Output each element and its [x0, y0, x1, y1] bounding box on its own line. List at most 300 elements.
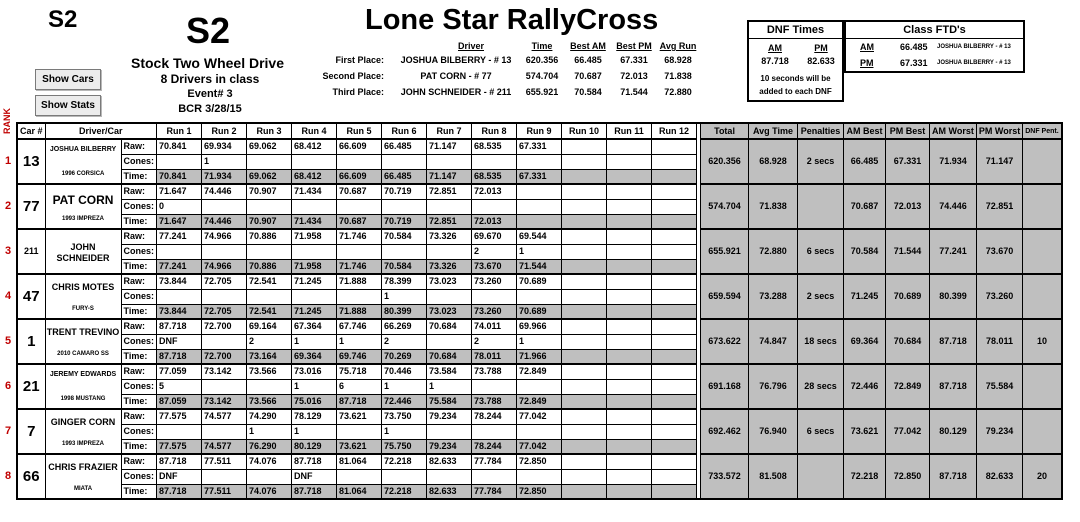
- stat-am-best: 73.621: [844, 409, 886, 454]
- time-run-6: 80.399: [382, 304, 427, 319]
- col-run-2: Run 2: [202, 123, 247, 139]
- cones-run-3: [247, 244, 292, 259]
- stat-total: 733.572: [701, 454, 749, 499]
- raw-run-4: 71.958: [292, 229, 337, 244]
- stat-pm-worst: 75.584: [976, 364, 1022, 409]
- driver-car-cell: [45, 319, 121, 364]
- time-run-3: 72.541: [247, 304, 292, 319]
- stat-pm-worst: 82.633: [976, 454, 1022, 499]
- ftd-pm-label: PM: [860, 58, 874, 68]
- time-run-1: 77.575: [157, 439, 202, 454]
- row-label-raw: Raw:: [121, 184, 157, 199]
- cones-run-8: [472, 289, 517, 304]
- table-row: [17, 274, 1062, 289]
- raw-run-2: 74.577: [202, 409, 247, 424]
- time-run-9: 70.689: [517, 304, 562, 319]
- raw-run-3: 70.886: [247, 229, 292, 244]
- cones-run-9: 1: [517, 334, 562, 349]
- row-label-cones: Cones:: [121, 244, 157, 259]
- cones-run-11: [607, 379, 652, 394]
- car-number: 47: [17, 274, 45, 319]
- row-label-time: Time:: [121, 304, 157, 319]
- ftd-pm-driver: JOSHUA BILBERRY - # 13: [937, 60, 1011, 66]
- cones-run-5: 6: [337, 379, 382, 394]
- time-run-7: 73.326: [427, 259, 472, 274]
- col-am-worst: AM Worst: [930, 123, 977, 139]
- raw-run-10: [562, 184, 607, 199]
- cones-run-2: [202, 199, 247, 214]
- time-run-10: [562, 259, 607, 274]
- cones-run-1: DNF: [157, 469, 202, 484]
- car-number: 21: [17, 364, 45, 409]
- cones-run-1: [157, 244, 202, 259]
- row-label-cones: Cones:: [121, 289, 157, 304]
- time-run-6: 70.269: [382, 349, 427, 364]
- stat-pm-best: 72.013: [886, 184, 930, 229]
- time-run-8: 77.784: [472, 484, 517, 499]
- car-model: FURY-S: [72, 306, 94, 312]
- raw-run-12: [652, 184, 697, 199]
- raw-run-5: 75.718: [337, 364, 382, 379]
- raw-run-3: 69.164: [247, 319, 292, 334]
- raw-run-3: 74.076: [247, 454, 292, 469]
- stat-am-best: 72.218: [844, 454, 886, 499]
- raw-run-8: 77.784: [472, 454, 517, 469]
- time-run-10: [562, 394, 607, 409]
- raw-run-10: [562, 454, 607, 469]
- col-penalties: Penalties: [798, 123, 844, 139]
- driver-car-cell: [45, 409, 121, 454]
- time-run-8: 72.013: [472, 214, 517, 229]
- show-cars-button[interactable]: Show Cars: [35, 69, 101, 90]
- stat-total: 659.594: [701, 274, 749, 319]
- driver-name: JOHN SCHNEIDER: [56, 242, 110, 263]
- raw-run-3: 70.907: [247, 184, 292, 199]
- stat-am-worst: 71.934: [930, 139, 977, 184]
- event-number: Event# 3: [187, 88, 233, 100]
- driver-car-cell: [45, 274, 121, 319]
- cones-run-2: 1: [202, 154, 247, 169]
- stat-total: 620.356: [701, 139, 749, 184]
- event-title: Lone Star RallyCross: [365, 4, 659, 36]
- raw-run-6: 72.218: [382, 454, 427, 469]
- time-run-2: 72.700: [202, 349, 247, 364]
- cones-run-5: [337, 469, 382, 484]
- raw-run-4: 78.129: [292, 409, 337, 424]
- dnf-pm-label: PM: [814, 43, 828, 53]
- stat-penalties: 18 secs: [798, 319, 844, 364]
- time-run-12: [652, 259, 697, 274]
- table-row: [17, 184, 1062, 199]
- raw-run-4: 87.718: [292, 454, 337, 469]
- stat-dnf-pent: [1023, 409, 1062, 454]
- driver-car-cell: [45, 139, 121, 184]
- cones-run-10: [562, 469, 607, 484]
- row-label-cones: Cones:: [121, 199, 157, 214]
- time-run-11: [607, 259, 652, 274]
- podium-header-time: Time: [531, 41, 553, 51]
- time-run-11: [607, 169, 652, 184]
- cones-run-1: 5: [157, 379, 202, 394]
- stat-avg-time: 76.940: [749, 409, 798, 454]
- raw-run-11: [607, 364, 652, 379]
- raw-run-11: [607, 229, 652, 244]
- car-number: 77: [17, 184, 45, 229]
- podium-place-label: Second Place:: [322, 71, 384, 81]
- cones-run-10: [562, 289, 607, 304]
- time-run-10: [562, 439, 607, 454]
- raw-run-4: 71.245: [292, 274, 337, 289]
- driver-car-cell: [45, 454, 121, 499]
- cones-run-3: [247, 199, 292, 214]
- stat-am-best: 71.245: [844, 274, 886, 319]
- time-run-4: 68.412: [292, 169, 337, 184]
- podium-time: 574.704: [525, 71, 559, 81]
- stat-pm-worst: 71.147: [976, 139, 1022, 184]
- raw-run-11: [607, 409, 652, 424]
- stat-am-worst: 87.718: [930, 319, 977, 364]
- col-run-3: Run 3: [247, 123, 292, 139]
- cones-run-9: 1: [517, 244, 562, 259]
- raw-run-5: 67.746: [337, 319, 382, 334]
- col-run-7: Run 7: [427, 123, 472, 139]
- time-run-12: [652, 349, 697, 364]
- ftd-pm-time: 67.331: [900, 58, 928, 68]
- time-run-11: [607, 304, 652, 319]
- raw-run-2: 77.511: [202, 454, 247, 469]
- cones-run-1: 0: [157, 199, 202, 214]
- cones-run-2: [202, 289, 247, 304]
- rank-number: 3: [5, 244, 12, 257]
- table-row: [17, 229, 1062, 244]
- cones-run-4: 1: [292, 334, 337, 349]
- raw-run-2: 72.700: [202, 319, 247, 334]
- raw-run-7: 70.684: [427, 319, 472, 334]
- stat-total: 673.622: [701, 319, 749, 364]
- time-run-7: 82.633: [427, 484, 472, 499]
- time-run-6: 72.218: [382, 484, 427, 499]
- raw-run-12: [652, 364, 697, 379]
- car-number: 1: [17, 319, 45, 364]
- time-run-6: 72.446: [382, 394, 427, 409]
- stat-penalties: 6 secs: [798, 229, 844, 274]
- time-run-7: 75.584: [427, 394, 472, 409]
- stat-dnf-pent: 10: [1023, 319, 1062, 364]
- time-run-8: 73.260: [472, 304, 517, 319]
- stat-total: 692.462: [701, 409, 749, 454]
- stat-am-best: 72.446: [844, 364, 886, 409]
- stat-avg-time: 72.880: [749, 229, 798, 274]
- car-number: 13: [17, 139, 45, 184]
- dnf-am-label: AM: [768, 43, 782, 53]
- stat-pm-worst: 79.234: [976, 409, 1022, 454]
- time-run-4: 71.958: [292, 259, 337, 274]
- time-run-12: [652, 214, 697, 229]
- time-run-10: [562, 304, 607, 319]
- stat-penalties: 2 secs: [798, 139, 844, 184]
- driver-name: JEREMY EDWARDS: [49, 371, 117, 378]
- cones-run-12: [652, 469, 697, 484]
- raw-run-6: 66.269: [382, 319, 427, 334]
- cones-run-8: 2: [472, 244, 517, 259]
- cones-run-10: [562, 154, 607, 169]
- car-number: 66: [17, 454, 45, 499]
- stat-dnf-pent: [1023, 364, 1062, 409]
- cones-run-4: [292, 244, 337, 259]
- stat-am-worst: 87.718: [930, 454, 977, 499]
- raw-run-2: 72.705: [202, 274, 247, 289]
- row-label-time: Time:: [121, 169, 157, 184]
- stat-total: 574.704: [701, 184, 749, 229]
- cones-run-12: [652, 289, 697, 304]
- raw-run-11: [607, 139, 652, 154]
- rank-number: 6: [5, 379, 12, 392]
- stat-am-best: 69.364: [844, 319, 886, 364]
- time-run-11: [607, 349, 652, 364]
- row-label-raw: Raw:: [121, 139, 157, 154]
- cones-run-3: [247, 289, 292, 304]
- time-run-1: 87.718: [157, 349, 202, 364]
- cones-run-7: 1: [427, 379, 472, 394]
- podium-header-avg-run: Avg Run: [659, 41, 697, 51]
- row-label-raw: Raw:: [121, 229, 157, 244]
- cones-run-7: [427, 424, 472, 439]
- stat-pm-worst: 78.011: [976, 319, 1022, 364]
- cones-run-9: [517, 379, 562, 394]
- cones-run-9: [517, 424, 562, 439]
- raw-run-4: 71.434: [292, 184, 337, 199]
- stat-pm-best: 71.544: [886, 229, 930, 274]
- stat-pm-worst: 73.670: [976, 229, 1022, 274]
- podium-best-am: 66.485: [574, 55, 602, 65]
- col-dnf-pent: DNF Pent.: [1023, 123, 1062, 139]
- cones-run-10: [562, 334, 607, 349]
- raw-run-6: 70.719: [382, 184, 427, 199]
- row-label-raw: Raw:: [121, 274, 157, 289]
- cones-run-6: 1: [382, 424, 427, 439]
- cones-run-2: [202, 334, 247, 349]
- col-avg-time: Avg Time: [749, 123, 798, 139]
- podium-place-label: Third Place:: [332, 87, 384, 97]
- raw-run-2: 69.934: [202, 139, 247, 154]
- raw-run-6: 70.446: [382, 364, 427, 379]
- stat-dnf-pent: [1023, 139, 1062, 184]
- podium-avg-run: 71.838: [664, 71, 692, 81]
- table-header-row: [17, 123, 1062, 139]
- show-stats-button[interactable]: Show Stats: [35, 95, 101, 116]
- raw-run-10: [562, 139, 607, 154]
- raw-run-7: 72.851: [427, 184, 472, 199]
- time-run-12: [652, 304, 697, 319]
- row-label-cones: Cones:: [121, 334, 157, 349]
- cones-run-9: [517, 469, 562, 484]
- stat-am-worst: 74.446: [930, 184, 977, 229]
- stat-dnf-pent: [1023, 184, 1062, 229]
- time-run-4: 71.245: [292, 304, 337, 319]
- raw-run-12: [652, 229, 697, 244]
- driver-name: JOSHUA BILBERRY: [49, 146, 117, 153]
- cones-run-11: [607, 289, 652, 304]
- raw-run-6: 66.485: [382, 139, 427, 154]
- time-run-3: 76.290: [247, 439, 292, 454]
- time-run-1: 87.059: [157, 394, 202, 409]
- raw-run-5: 66.609: [337, 139, 382, 154]
- row-label-raw: Raw:: [121, 319, 157, 334]
- col-pm-best: PM Best: [886, 123, 930, 139]
- cones-run-9: [517, 154, 562, 169]
- time-run-6: 70.719: [382, 214, 427, 229]
- podium-best-am: 70.584: [574, 87, 602, 97]
- rank-number: 4: [5, 289, 12, 302]
- raw-run-6: 70.584: [382, 229, 427, 244]
- podium-driver: PAT CORN - # 77: [420, 71, 492, 81]
- time-run-4: 87.718: [292, 484, 337, 499]
- stat-pm-best: 77.042: [886, 409, 930, 454]
- rank-number: 2: [5, 199, 12, 212]
- cones-run-5: [337, 154, 382, 169]
- driver-name: PAT CORN: [52, 193, 114, 207]
- cones-run-7: [427, 469, 472, 484]
- raw-run-8: 68.535: [472, 139, 517, 154]
- time-run-11: [607, 214, 652, 229]
- row-label-raw: Raw:: [121, 364, 157, 379]
- raw-run-2: 73.142: [202, 364, 247, 379]
- dnf-am-time: 87.718: [761, 56, 789, 66]
- event-date: BCR 3/28/15: [178, 103, 242, 115]
- time-run-12: [652, 394, 697, 409]
- col-total: Total: [701, 123, 749, 139]
- raw-run-1: 77.241: [157, 229, 202, 244]
- raw-run-11: [607, 184, 652, 199]
- col-run-12: Run 12: [652, 123, 697, 139]
- raw-run-1: 70.841: [157, 139, 202, 154]
- cones-run-3: [247, 469, 292, 484]
- stat-avg-time: 71.838: [749, 184, 798, 229]
- raw-run-5: 81.064: [337, 454, 382, 469]
- time-run-8: 73.788: [472, 394, 517, 409]
- raw-run-9: [517, 184, 562, 199]
- cones-run-8: 2: [472, 334, 517, 349]
- stat-avg-time: 74.847: [749, 319, 798, 364]
- stat-pm-best: 70.689: [886, 274, 930, 319]
- stat-penalties: [798, 184, 844, 229]
- cones-run-3: [247, 379, 292, 394]
- time-run-3: 73.566: [247, 394, 292, 409]
- dnf-note: [749, 72, 842, 98]
- time-run-7: 71.147: [427, 169, 472, 184]
- time-run-5: 70.687: [337, 214, 382, 229]
- cones-run-6: 2: [382, 334, 427, 349]
- row-label-time: Time:: [121, 439, 157, 454]
- car-number: 7: [17, 409, 45, 454]
- driver-car-cell: [45, 229, 121, 274]
- cones-run-4: 1: [292, 424, 337, 439]
- cones-run-8: [472, 379, 517, 394]
- time-run-5: 66.609: [337, 169, 382, 184]
- time-run-6: 70.584: [382, 259, 427, 274]
- cones-run-1: DNF: [157, 334, 202, 349]
- table-row: [17, 139, 1062, 154]
- ftd-am-time: 66.485: [900, 42, 928, 52]
- cones-run-9: [517, 199, 562, 214]
- time-run-2: 74.446: [202, 214, 247, 229]
- cones-run-8: [472, 424, 517, 439]
- col-run-11: Run 11: [607, 123, 652, 139]
- time-run-4: 69.364: [292, 349, 337, 364]
- class-code: S2: [48, 6, 78, 33]
- cones-run-12: [652, 334, 697, 349]
- raw-run-12: [652, 319, 697, 334]
- raw-run-7: 82.633: [427, 454, 472, 469]
- raw-run-1: 87.718: [157, 454, 202, 469]
- cones-run-11: [607, 469, 652, 484]
- stat-penalties: [798, 454, 844, 499]
- row-label-time: Time:: [121, 259, 157, 274]
- raw-run-7: 73.326: [427, 229, 472, 244]
- col-run-4: Run 4: [292, 123, 337, 139]
- cones-run-1: [157, 424, 202, 439]
- stat-am-best: 70.584: [844, 229, 886, 274]
- raw-run-8: 72.013: [472, 184, 517, 199]
- stat-am-worst: 80.399: [930, 274, 977, 319]
- row-label-raw: Raw:: [121, 454, 157, 469]
- cones-run-8: [472, 469, 517, 484]
- cones-run-4: [292, 199, 337, 214]
- raw-run-8: 78.244: [472, 409, 517, 424]
- time-run-4: 75.016: [292, 394, 337, 409]
- stat-avg-time: 73.288: [749, 274, 798, 319]
- row-label-cones: Cones:: [121, 469, 157, 484]
- time-run-9: 77.042: [517, 439, 562, 454]
- cones-run-4: DNF: [292, 469, 337, 484]
- table-row: [17, 319, 1062, 334]
- cones-run-4: [292, 289, 337, 304]
- time-run-3: 69.062: [247, 169, 292, 184]
- podium-driver: JOSHUA BILBERRY - # 13: [400, 55, 512, 65]
- raw-run-3: 72.541: [247, 274, 292, 289]
- car-model: 1993 IMPREZA: [62, 441, 105, 447]
- ftd-am-driver: JOSHUA BILBERRY - # 13: [937, 44, 1011, 50]
- podium-time: 620.356: [525, 55, 559, 65]
- cones-run-5: [337, 424, 382, 439]
- stat-dnf-pent: [1023, 274, 1062, 319]
- time-run-1: 87.718: [157, 484, 202, 499]
- class-ftd-box: [844, 20, 1025, 73]
- time-run-12: [652, 484, 697, 499]
- cones-run-12: [652, 244, 697, 259]
- raw-run-10: [562, 364, 607, 379]
- driver-car-cell: [45, 184, 121, 229]
- raw-run-9: 77.042: [517, 409, 562, 424]
- ftd-am-label: AM: [860, 42, 874, 52]
- col-run-6: Run 6: [382, 123, 427, 139]
- cones-run-6: 1: [382, 379, 427, 394]
- cones-run-4: [292, 154, 337, 169]
- cones-run-5: 1: [337, 334, 382, 349]
- car-model: MIATA: [73, 486, 93, 492]
- row-label-time: Time:: [121, 394, 157, 409]
- cones-run-7: [427, 334, 472, 349]
- cones-run-9: [517, 289, 562, 304]
- time-run-8: 73.670: [472, 259, 517, 274]
- podium-time: 655.921: [525, 87, 559, 97]
- time-run-8: 78.244: [472, 439, 517, 454]
- podium-avg-run: 68.928: [664, 55, 692, 65]
- raw-run-1: 77.575: [157, 409, 202, 424]
- cones-run-12: [652, 199, 697, 214]
- table-row: [17, 364, 1062, 379]
- stat-penalties: 28 secs: [798, 364, 844, 409]
